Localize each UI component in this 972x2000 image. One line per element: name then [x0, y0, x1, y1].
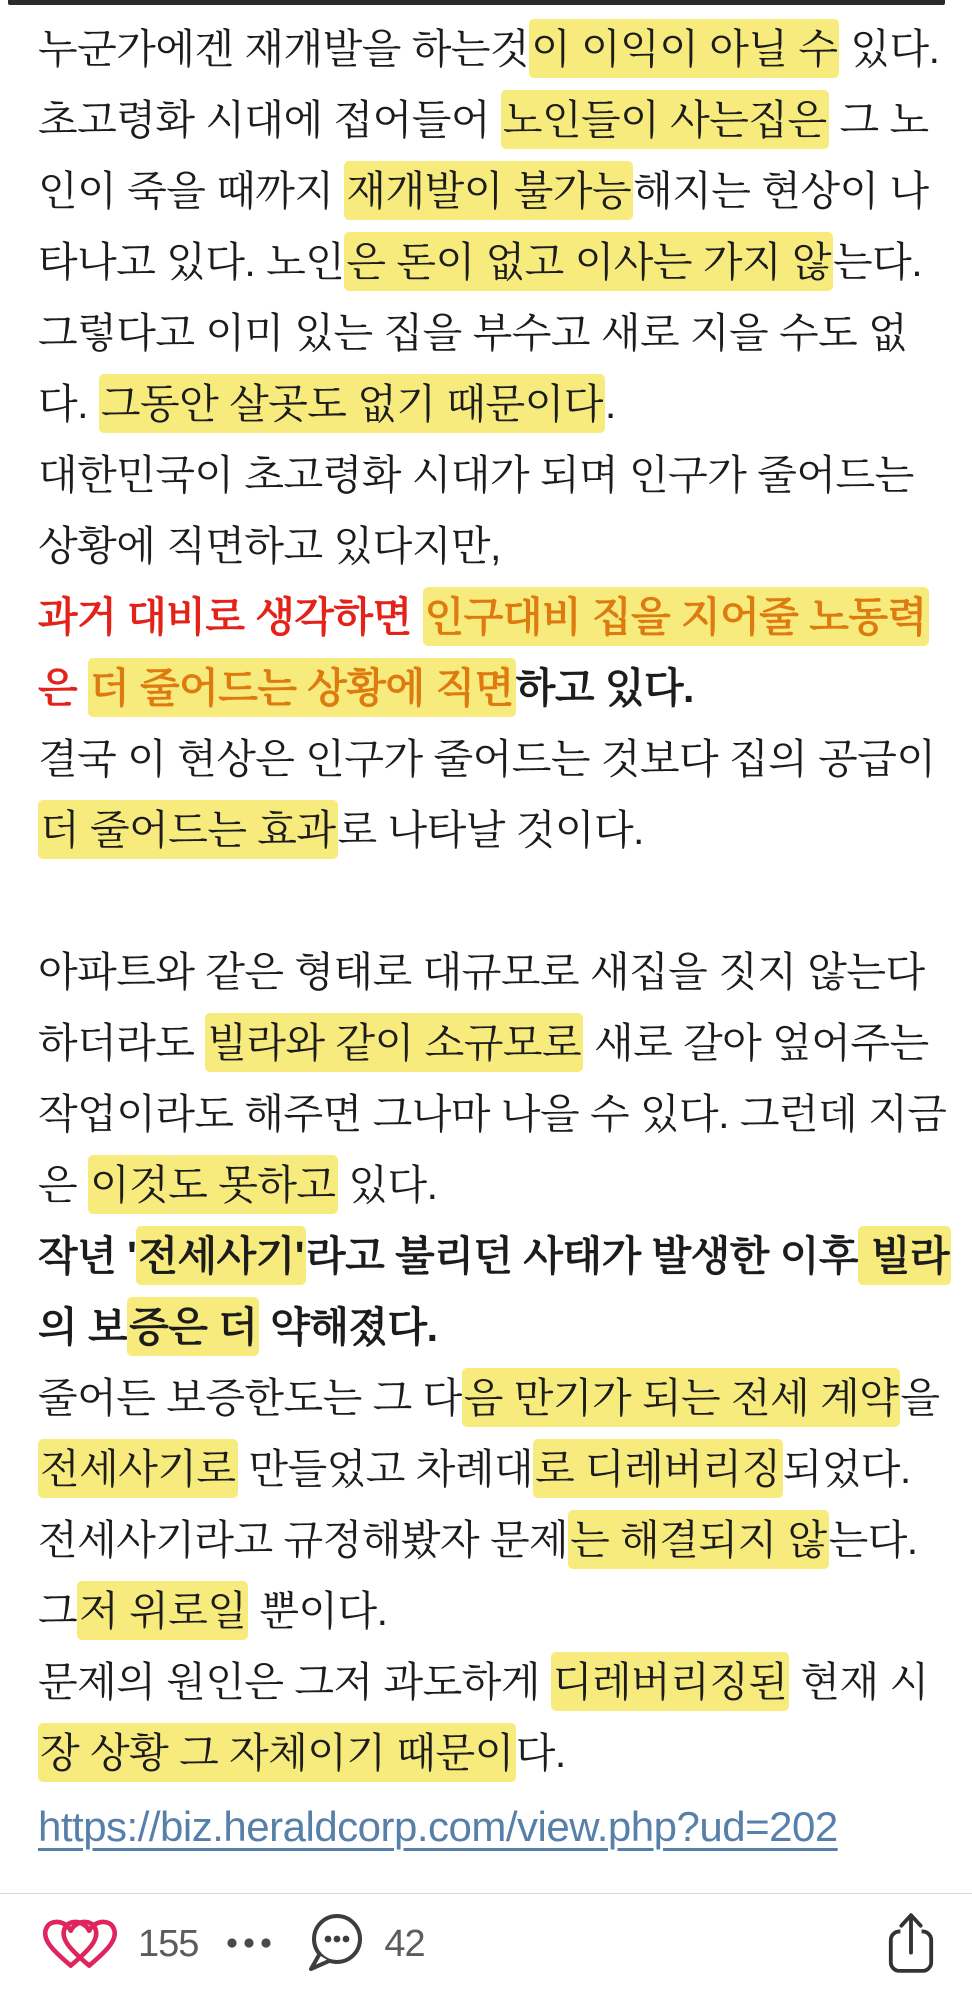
- highlighted-text: 빌라와 같이 소규모로: [205, 1013, 583, 1072]
- highlighted-text: 증은 더: [127, 1297, 259, 1356]
- text-segment: 전세사기라고 규정해봤자 문제: [38, 1517, 569, 1563]
- text-segment: 을: [900, 1375, 940, 1421]
- text-segment: 현재 시: [789, 1659, 929, 1705]
- text-line: [38, 298, 938, 369]
- text-segment: 그렇다고 이미 있는 집을 부수고 새로 지을 수도 없: [38, 310, 908, 356]
- highlighted-text: 전세사기로: [38, 1439, 238, 1498]
- highlighted-text: 로 디레버리징: [533, 1439, 783, 1498]
- text-line: [38, 227, 938, 298]
- text-line: [38, 1150, 938, 1221]
- highlighted-text: 저 위로일: [77, 1581, 248, 1640]
- text-line: [38, 511, 938, 582]
- double-heart-icon[interactable]: [42, 1914, 122, 1975]
- highlighted-text: 이것도 못하고: [88, 1155, 338, 1214]
- text-segment: 누군가에겐 재개발을 하는것: [38, 26, 530, 72]
- text-segment: 는다.: [833, 239, 923, 285]
- highlighted-text: 는 해결되지 않: [568, 1510, 828, 1569]
- text-line: [38, 1008, 938, 1079]
- text-segment: 은: [38, 665, 88, 711]
- text-segment: 뿐이다.: [248, 1588, 388, 1634]
- text-line: [38, 1505, 938, 1576]
- text-segment: 있다.: [839, 26, 940, 72]
- text-line: [38, 1079, 947, 1150]
- share-button[interactable]: [886, 1910, 936, 1979]
- text-segment: 작업이라도 해주면 그나마 나을 수 있다. 그런데 지금: [38, 1091, 947, 1137]
- text-segment: 라고 불리던 사태가 발생한 이후: [306, 1233, 858, 1279]
- ellipsis-icon[interactable]: [226, 1937, 272, 1952]
- highlighted-text: 인구대비 집을 지어줄 노동력: [423, 587, 929, 646]
- highlighted-text: 음 만기가 되는 전세 계약: [462, 1368, 901, 1427]
- text-segment: 줄어든 보증한도는 그 다: [38, 1375, 462, 1421]
- text-segment: 하고 있다.: [515, 665, 694, 711]
- text-segment: 의 보: [38, 1304, 128, 1350]
- text-line: [38, 1576, 938, 1647]
- text-segment: 아파트와 같은 형태로 대규모로 새집을 짓지 않는다: [38, 949, 925, 995]
- highlighted-text: 노인들이 사는집은: [501, 90, 829, 149]
- like-button[interactable]: [42, 1914, 122, 1975]
- more-options-button[interactable]: [226, 1937, 272, 1952]
- highlighted-text: 장 상황 그 자체이기 때문이: [38, 1723, 516, 1782]
- highlighted-text: 재개발이 불가능: [344, 161, 633, 220]
- text-segment: 작년 ': [38, 1233, 137, 1279]
- comments-button[interactable]: [302, 1910, 368, 1979]
- text-segment: 그 노: [828, 97, 929, 143]
- article-link[interactable]: https://biz.heraldcorp.com/view.php?ud=202: [38, 1803, 838, 1850]
- text-segment: 다.: [38, 381, 99, 427]
- text-line: [38, 1221, 950, 1292]
- highlighted-text: 이 이익이 아닐 수: [529, 19, 839, 78]
- link-row: [38, 1791, 938, 1863]
- highlighted-text: 더 줄어드는 효과: [38, 800, 338, 859]
- text-line: [38, 937, 938, 1008]
- text-line: [38, 85, 938, 156]
- text-segment: 상황에 직면하고 있다지만,: [38, 523, 501, 569]
- highlighted-text: 은 돈이 없고 이사는 가지 않: [344, 232, 833, 291]
- text-line: [38, 1363, 938, 1434]
- text-segment: 인이 죽을 때까지: [38, 168, 345, 214]
- text-segment: 그: [38, 1588, 78, 1634]
- highlighted-text: 디레버리징된: [551, 1652, 790, 1711]
- text-line: [38, 582, 938, 653]
- blank-line: [38, 866, 938, 937]
- share-icon[interactable]: [886, 1910, 936, 1979]
- text-segment: 약해졌다.: [259, 1304, 438, 1350]
- text-line: [38, 440, 938, 511]
- text-line: [38, 369, 938, 440]
- text-segment: 새로 갈아 엎어주는: [583, 1020, 929, 1066]
- text-line: [38, 14, 938, 85]
- highlighted-text: 그동안 살곳도 없기 때문이다: [99, 374, 605, 433]
- text-segment: 하더라도: [38, 1020, 206, 1066]
- text-segment: 대한민국이 초고령화 시대가 되며 인구가 줄어드는: [38, 452, 914, 498]
- text-line: [38, 724, 938, 795]
- speech-bubble-icon[interactable]: [302, 1910, 368, 1979]
- action-bar: [0, 1893, 972, 2000]
- text-line: [38, 156, 938, 227]
- text-segment: 타나고 있다. 노인: [38, 239, 345, 285]
- text-segment: 은: [38, 1162, 88, 1208]
- text-segment: 문제의 원인은 그저 과도하게: [38, 1659, 551, 1705]
- text-segment: 결국 이 현상은 인구가 줄어드는 것보다 집의 공급이: [38, 736, 936, 782]
- highlighted-text: 빌라: [858, 1226, 951, 1285]
- text-line: [38, 653, 938, 724]
- comment-count: 42: [384, 1922, 425, 1965]
- text-line: [38, 1647, 938, 1718]
- text-segment: .: [604, 381, 616, 427]
- text-line: [38, 1292, 938, 1363]
- text-segment: 되었다.: [782, 1446, 911, 1492]
- highlighted-text: 더 줄어드는 상황에 직면: [88, 658, 516, 717]
- highlighted-text: 전세사기': [136, 1226, 306, 1285]
- top-crop-bar: [8, 0, 945, 5]
- text-line: [38, 1718, 938, 1789]
- text-segment: 로 나타날 것이다.: [337, 807, 644, 853]
- text-line: [38, 795, 938, 866]
- text-line: [38, 1434, 938, 1505]
- text-segment: 는다.: [828, 1517, 918, 1563]
- text-segment: 초고령화 시대에 접어들어: [38, 97, 501, 143]
- text-segment: 해지는 현상이 나: [633, 168, 929, 214]
- text-segment: 과거 대비로 생각하면: [38, 594, 423, 640]
- text-segment: 만들었고 차례대: [237, 1446, 534, 1492]
- text-segment: 있다.: [337, 1162, 438, 1208]
- text-segment: 다.: [515, 1730, 566, 1776]
- like-count: 155: [138, 1922, 199, 1965]
